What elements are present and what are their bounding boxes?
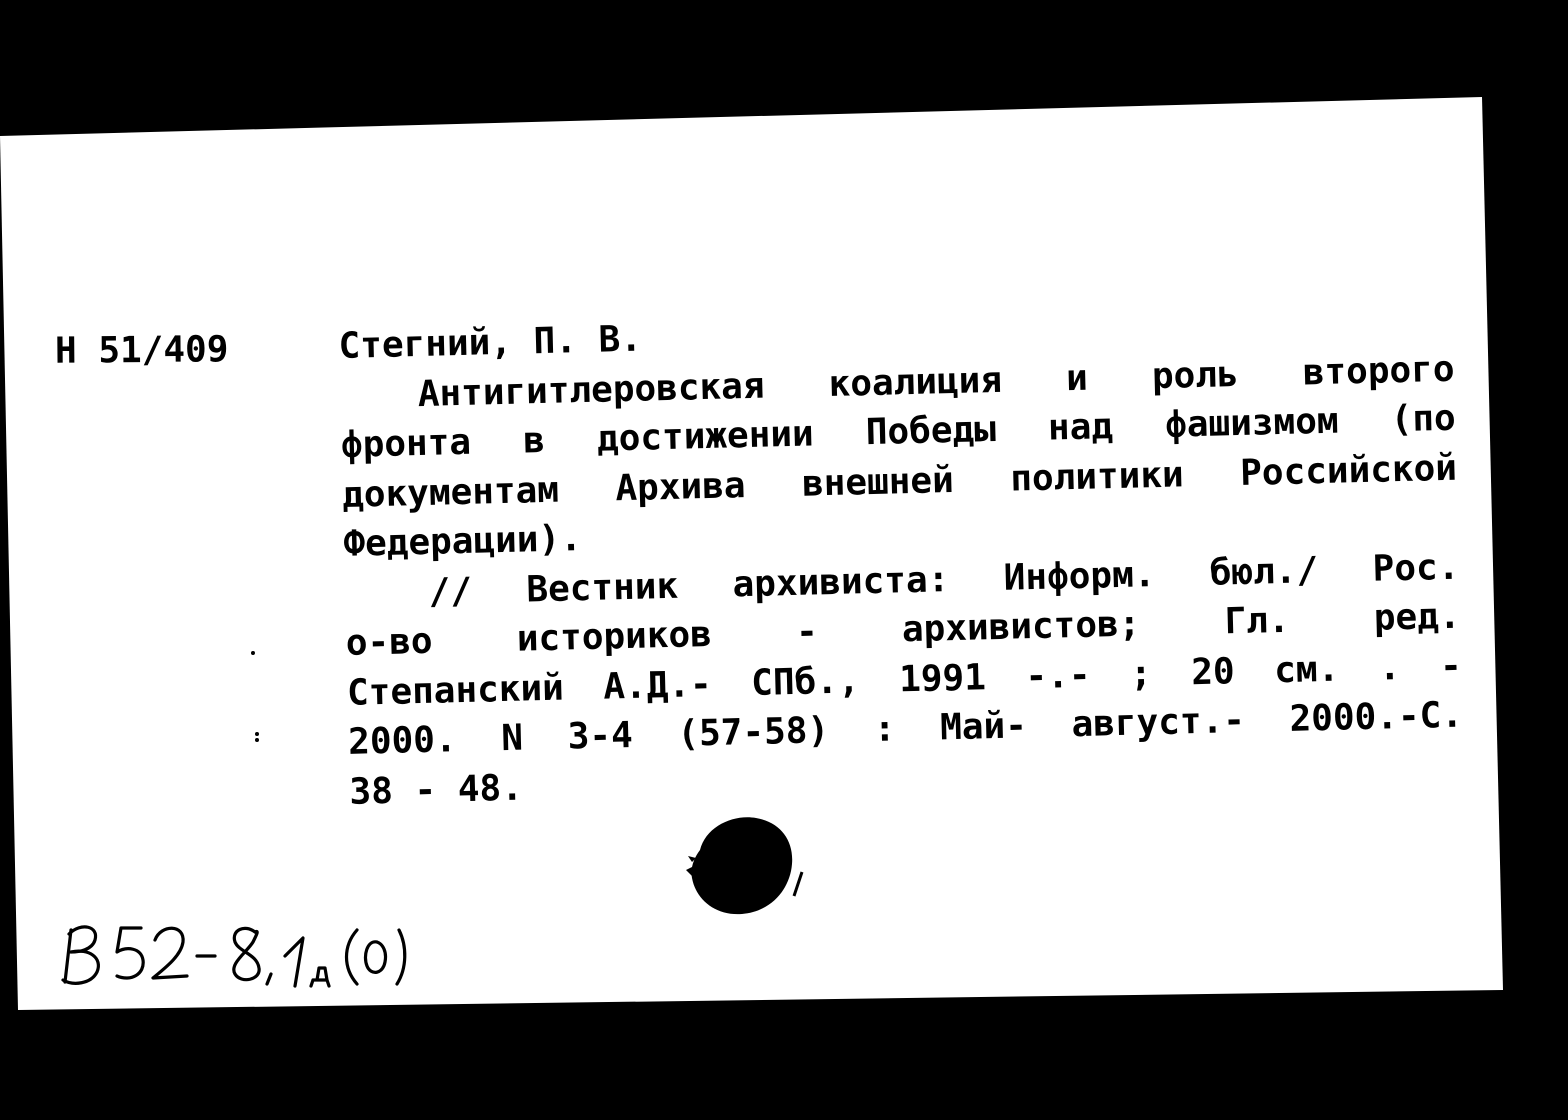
source-line: о-во историков - архивистов; Гл. ред.	[345, 595, 1462, 664]
scan-speck	[255, 738, 259, 742]
source-line: Степанский А.Д.- СПб., 1991 -.- ; 20 см. . -	[346, 645, 1463, 714]
scan-speck	[251, 651, 255, 655]
title-line: фронта в достижении Победы над фашизмом (по	[340, 397, 1457, 466]
title-line: документам Архива внешней политики Российской	[341, 447, 1458, 516]
scan-speck	[255, 732, 259, 736]
source-line: 2000. N 3-4 (57-58) : Май- август.- 2000.-С.	[347, 694, 1464, 763]
binder-hole	[682, 812, 812, 922]
shelfmark: Н 51/409	[54, 329, 229, 372]
title-line: Федерации).	[342, 518, 583, 565]
author-line: Стегний, П. В.	[338, 318, 643, 367]
source-line: 38 - 48.	[348, 767, 524, 813]
source-line: // Вестник архивиста: Информ. бюл./ Рос.	[428, 546, 1460, 613]
handwritten-classification-code	[55, 912, 465, 990]
title-line: Антигитлеровская коалиция и роль второго	[417, 348, 1455, 415]
bibliographic-entry	[338, 295, 1465, 817]
